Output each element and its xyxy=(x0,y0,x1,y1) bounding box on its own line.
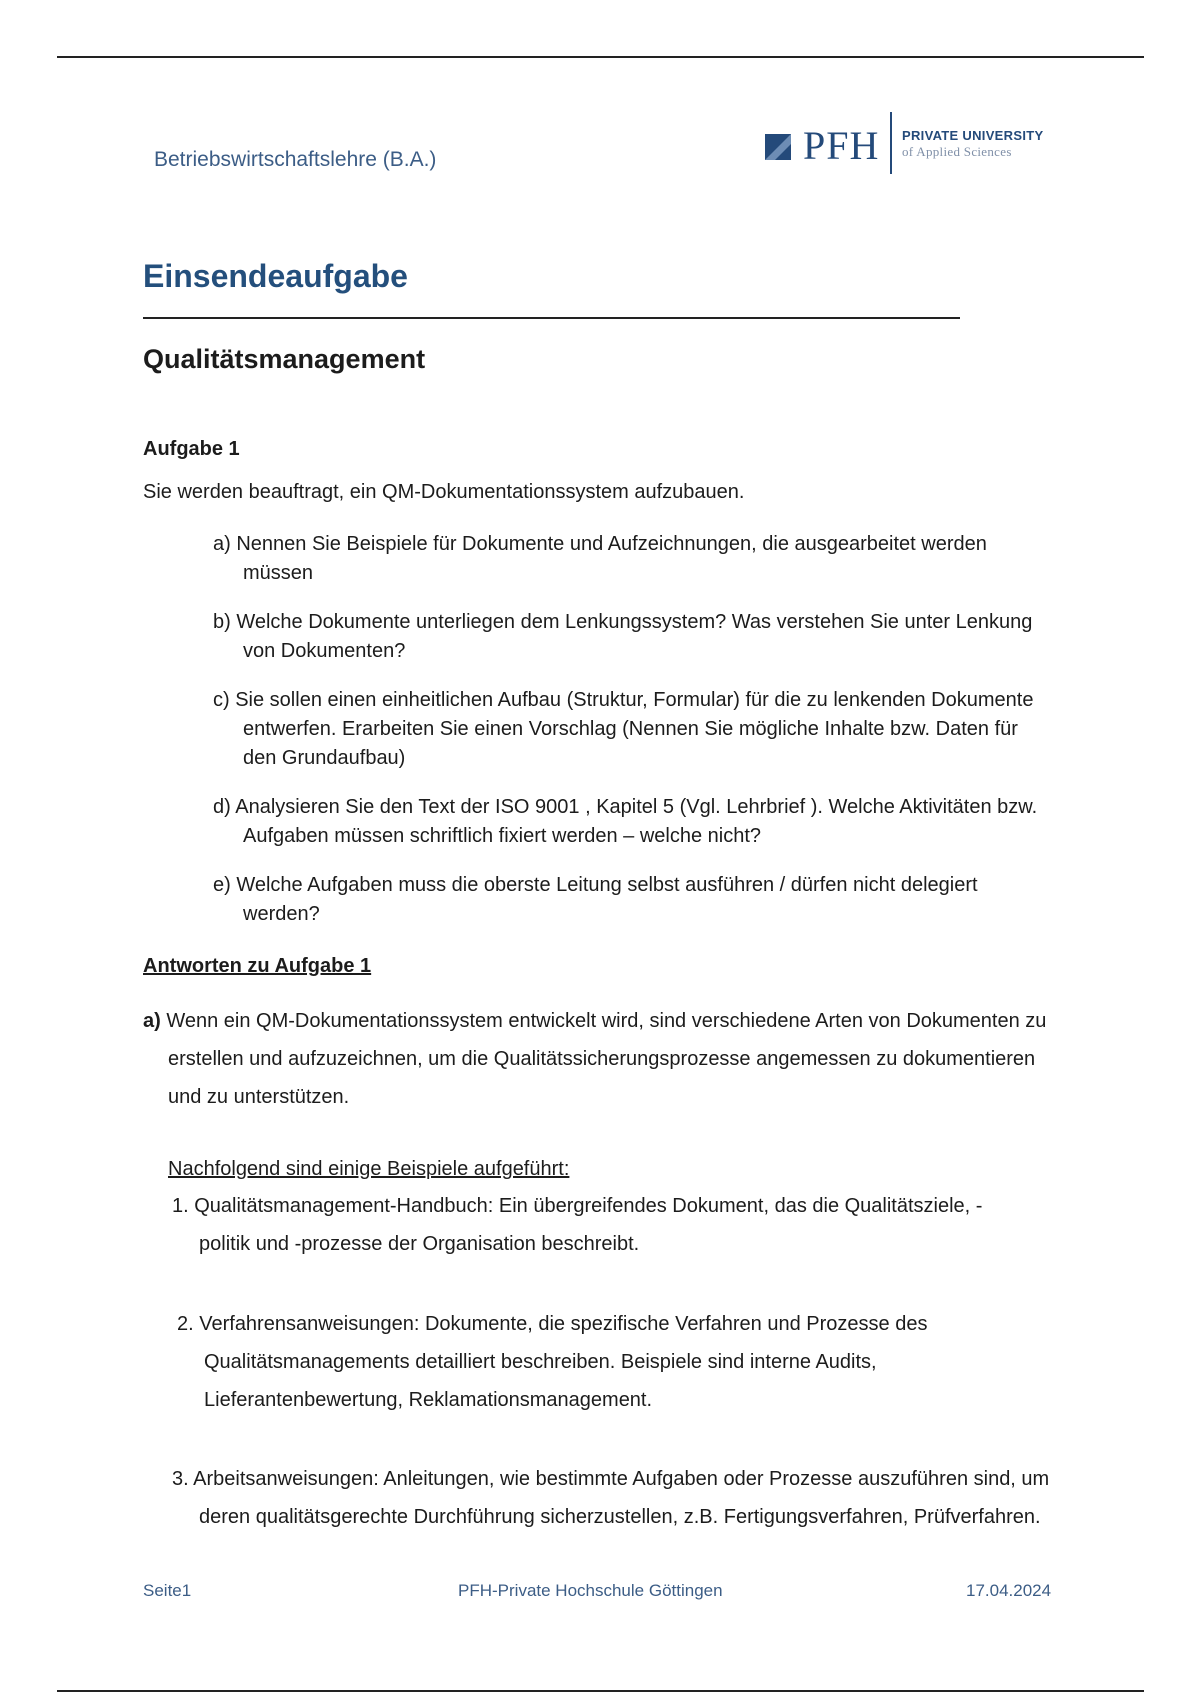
page-subtitle: Qualitätsmanagement xyxy=(143,344,426,374)
examples-label: Nachfolgend sind einige Beispiele aufgeführt: xyxy=(168,1158,570,1180)
logo-tagline-2: of Applied Sciences xyxy=(902,144,1012,159)
footer-date: 17.04.2024 xyxy=(966,1581,1052,1600)
title-divider xyxy=(143,317,960,319)
logo-divider xyxy=(890,112,892,174)
subtask-item: d) Analysieren Sie den Text der ISO 9001 , Kapitel 5 (Vgl. Lehrbrief ). Welche Aktivitäten bzw. Aufgaben müssen schriftlich fixiert werden – welche nicht? xyxy=(213,796,1038,847)
subtask-item: b) Welche Dokumente unterliegen dem Lenkungssystem? Was verstehen Sie unter Lenkung von Dokumenten? xyxy=(213,611,1033,662)
logo-tagline-1: PRIVATE UNIVERSITY xyxy=(902,128,1044,143)
page-title: Einsendeaufgabe xyxy=(143,258,408,294)
footer-institution: PFH-Private Hochschule Göttingen xyxy=(458,1581,723,1600)
answer-a-label: a) xyxy=(143,1010,161,1032)
bottom-rule xyxy=(57,1690,1144,1692)
subtask-item: a) Nennen Sie Beispiele für Dokumente und Aufzeichnungen, die ausgearbeitet werden müssen xyxy=(213,533,987,584)
subtask-list xyxy=(213,530,1043,949)
answer-a-paragraph xyxy=(143,1002,1048,1116)
logo-square-icon xyxy=(765,134,791,160)
subtask-item: c) Sie sollen einen einheitlichen Aufbau (Struktur, Formular) für die zu lenkenden Dokumente entwerfen. Erarbeiten Sie einen Vorschlag (Nennen Sie mögliche Inhalte bzw. Daten für den Grundaufbau) xyxy=(213,689,1034,769)
pfh-logo xyxy=(765,112,1045,176)
footer-page-number: Seite1 xyxy=(143,1581,192,1600)
logo-wordmark: PFH xyxy=(803,123,880,168)
example-item: 1. Qualitätsmanagement-Handbuch: Ein übergreifendes Dokument, das die Qualitätsziele, -politik und -prozesse der Organisation beschreibt. xyxy=(172,1195,983,1255)
answer-heading: Antworten zu Aufgabe 1 xyxy=(143,955,372,977)
task-intro: Sie werden beauftragt, ein QM-Dokumentationssystem aufzubauen. xyxy=(143,481,745,503)
example-item: 2. Verfahrensanweisungen: Dokumente, die spezifische Verfahren und Prozesse des Qualitätsmanagements detailliert beschreiben. Beispiele sind interne Audits, Lieferantenbewertung, Reklamationsmanagement. xyxy=(177,1313,928,1411)
example-item: 3. Arbeitsanweisungen: Anleitungen, wie bestimmte Aufgaben oder Prozesse auszuführen sind, um deren qualitätsgerechte Durchführung sicherzustellen, z.B. Fertigungsverfahren, Prüfverfahren. xyxy=(172,1468,1050,1528)
task-heading: Aufgabe 1 xyxy=(143,438,240,460)
answer-a-text: Wenn ein QM-Dokumentationssystem entwickelt wird, sind verschiedene Arten von Dokumenten zu erstellen und aufzuzeichnen, um die Qualitätssicherungsprozesse angemessen zu dokumentieren und zu unterstützen. xyxy=(166,1010,1047,1108)
program-name: Betriebswirtschaftslehre (B.A.) xyxy=(154,148,437,171)
top-rule xyxy=(57,56,1144,58)
subtask-item: e) Welche Aufgaben muss die oberste Leitung selbst ausführen / dürfen nicht delegiert werden? xyxy=(213,874,978,925)
